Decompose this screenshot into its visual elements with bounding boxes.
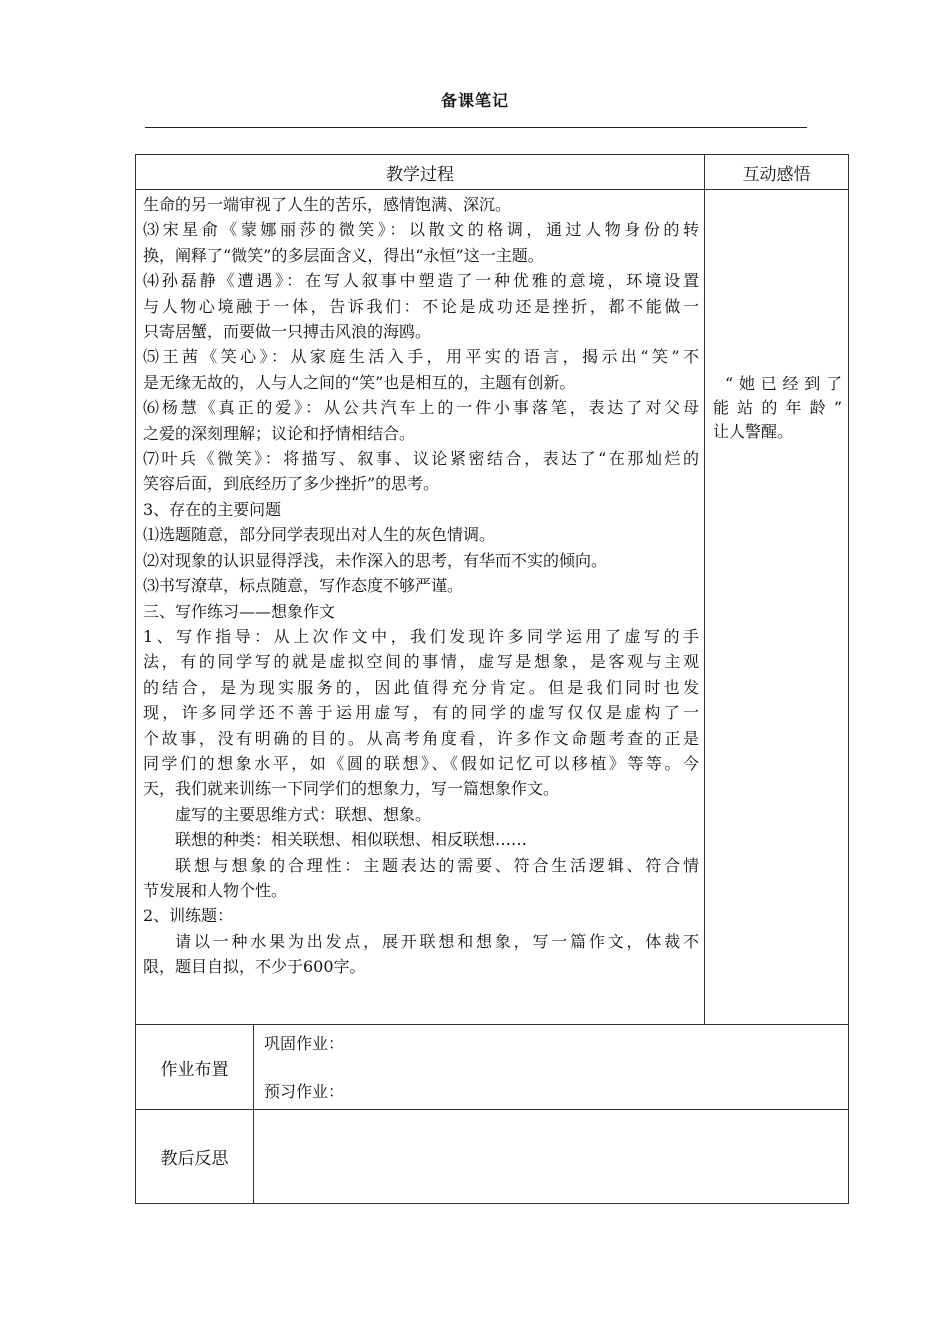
page-title: 备课笔记 (440, 91, 509, 110)
interaction-content[interactable] (705, 190, 849, 1025)
process-line: 是无缘无故的，人与人之间的“笑”也是相互的，主题有创新。 (143, 372, 576, 392)
homework-row (136, 1025, 849, 1110)
process-line: 联想与想象的合理性：主题表达的需要、符合生活逻辑、符合情 (175, 855, 699, 875)
homework-preview: 预习作业： (264, 1082, 345, 1101)
process-line: 联想的种类：相关联想、相似联想、相反联想…… (175, 830, 528, 850)
interaction-line: 能站的年龄” (713, 398, 842, 417)
interaction-line: “她已经到了 (725, 374, 842, 393)
interaction-header: 互动感悟 (705, 155, 849, 190)
reflection-row (136, 1110, 849, 1204)
process-line: 法，有的同学写的就是虚拟空间的事情，虚写是想象，是客观与主观 (143, 652, 699, 672)
table-body-row (136, 190, 849, 1025)
process-line: ⑸王茜《笑心》：从家庭生活入手，用平实的语言，揭示出“笑”不 (143, 347, 699, 367)
process-line: 现，许多同学还不善于运用虚写，有的同学的虚写仅仅是虚构了一 (143, 703, 699, 723)
process-line: 请以一种水果为出发点，展开联想和想象，写一篇作文，体裁不 (175, 931, 699, 951)
process-line: 1、写作指导：从上次作文中，我们发现许多同学运用了虚写的手 (143, 626, 699, 646)
process-line: ⑶宋星俞《蒙娜丽莎的微笑》：以散文的格调，通过人物身份的转 (143, 220, 699, 240)
process-line: 天，我们就来训练一下同学们的想象力，写一篇想象作文。 (143, 779, 560, 799)
process-line: 生命的另一端审视了人生的苦乐，感情饱满、深沉。 (143, 195, 512, 214)
lesson-plan-table (135, 154, 849, 1204)
process-line: 限，题目自拟，不少于600字。 (143, 957, 366, 977)
teaching-process-header: 教学过程 (136, 155, 705, 190)
process-line: 的结合，是为现实服务的，因此值得充分肯定。但是我们同时也发 (143, 677, 699, 697)
teaching-process-content[interactable] (136, 190, 705, 1025)
process-line: ⑴选题随意，部分同学表现出对人生的灰色情调。 (143, 525, 496, 545)
process-line: 三、写作练习——想象作文 (143, 601, 336, 621)
table-header-row (136, 155, 849, 190)
process-line: 同学们的想象水平，如《圆的联想》、《假如记忆可以移植》等等。今 (143, 753, 699, 773)
interaction-line: 让人警醒。 (713, 422, 794, 441)
process-line: ⑷孙磊静《遭遇》：在写人叙事中塑造了一种优雅的意境，环境设置 (143, 271, 699, 291)
process-line: ⑶书写潦草，标点随意，写作态度不够严谨。 (143, 576, 464, 596)
process-line: 3、存在的主要问题 (143, 499, 282, 519)
process-line: 笑容后面，到底经历了多少挫折”的思考。 (143, 474, 440, 494)
process-line: 2、训练题： (143, 906, 234, 926)
reflection-label: 教后反思 (136, 1110, 254, 1204)
reflection-content[interactable] (254, 1110, 849, 1204)
homework-label: 作业布置 (136, 1025, 254, 1110)
process-line: 节发展和人物个性。 (143, 880, 288, 900)
process-line: 个故事，没有明确的目的。从高考角度看，许多作文命题考查的正是 (143, 728, 699, 748)
interaction-note (705, 190, 848, 444)
process-line: 只寄居蟹，而要做一只搏击风浪的海鸥。 (143, 322, 432, 342)
process-line: ⑺叶兵《微笑》：将描写、叙事、议论紧密结合，表达了“在那灿烂的 (143, 449, 699, 469)
process-line: 虚写的主要思维方式：联想、想象。 (175, 804, 432, 824)
header-divider (145, 127, 807, 128)
process-line: 之爱的深刻理解；议论和抒情相结合。 (143, 423, 416, 443)
process-line: ⑹杨慧《真正的爱》：从公共汽车上的一件小事落笔，表达了对父母 (143, 398, 699, 418)
process-line: 换，阐释了“微笑”的多层面含义，得出“永恒”这一主题。 (143, 245, 544, 265)
homework-content[interactable] (254, 1025, 849, 1110)
process-line: 与人物心境融于一体，告诉我们：不论是成功还是挫折，都不能做一 (143, 296, 699, 316)
process-line: ⑵对现象的认识显得浮浅，未作深入的思考，有华而不实的倾向。 (143, 550, 608, 570)
homework-consolidate: 巩固作业： (264, 1034, 345, 1053)
